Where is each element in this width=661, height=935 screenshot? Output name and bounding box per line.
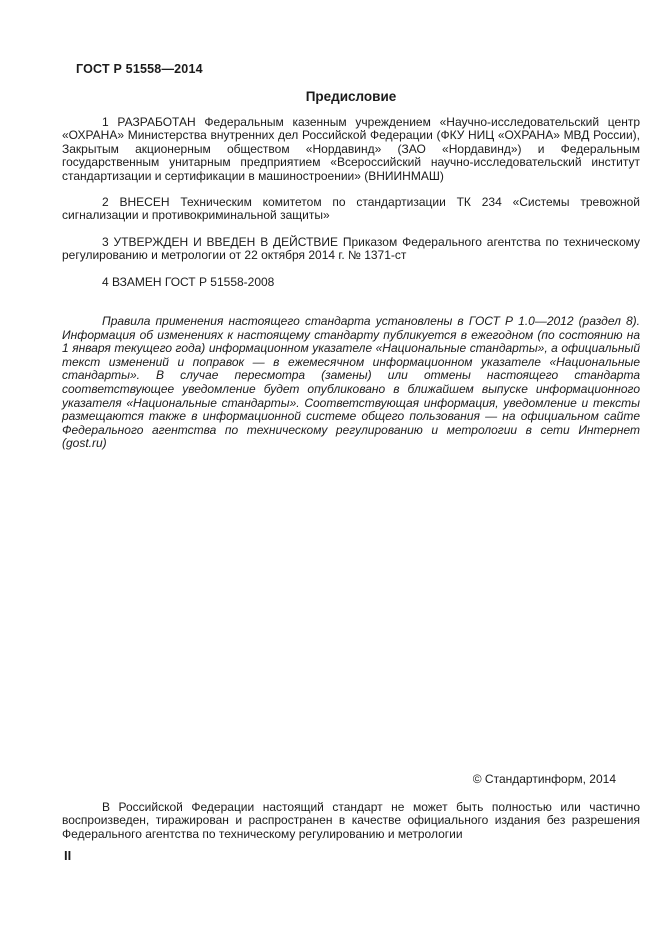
page-title: Предисловие	[305, 89, 397, 104]
standard-designation: ГОСТ Р 51558—2014	[76, 62, 203, 76]
foreword-item-submitted: 2 ВНЕСЕН Техническим комитетом по стандартизации ТК 234 «Системы тревожной сигнализации и противокриминальной защиты»	[62, 195, 640, 223]
foreword-item-developed: 1 РАЗРАБОТАН Федеральным казенным учреждением «Научно-исследовательский центр «ОХРАНА» Министерства внутренних дел Российской Федерации (ФКУ НИЦ «ОХРАНА» МВД России), Закрытым акционерным обществом «Нордавинд» (ЗАО «Нордавинд») и Федеральным государственным унитарным предприятием «Всероссийский научно-исследовательский институт стандартизации и сертификации в машиностроении» (ВНИИНМАШ)	[62, 115, 640, 183]
foreword-item-replaces: 4 ВЗАМЕН ГОСТ Р 51558-2008	[102, 274, 275, 289]
foreword-item-approved: 3 УТВЕРЖДЕН И ВВЕДЕН В ДЕЙСТВИЕ Приказом Федерального агентства по техническому регулированию и метрологии от 22 октября 2014 г. № 1371-ст	[62, 234, 640, 263]
application-rules-note: Правила применения настоящего стандарта установлены в ГОСТ Р 1.0—2012 (раздел 8). Информация об изменениях к настоящему стандарту публикуется в ежегодном (по состоянию на 1 января текущего года) информационном указателе «Национальные стандарты», а официальный текст изменений и поправок — в ежемесячном информационном указателе «Национальные стандарты». В случае пересмотра (замены) или отмены настоящего стандарта соответствующее уведомление будет опубликовано в ближайшем выпуске информационного указателя «Национальные стандарты». Соответствующая информация, уведомление и тексты размещаются также в информационной системе общего пользования — на официальном сайте Федерального агентства по техническому регулированию и метрологии в сети Интернет (gost.ru)	[62, 314, 640, 451]
copyright-notice: © Стандартинформ, 2014	[472, 771, 616, 786]
reproduction-restriction-note: В Российской Федерации настоящий стандарт не может быть полностью или частично воспроизведен, тиражирован и распространен в качестве официального издания без разрешения Федерального агентства по техническому регулированию и метрологии	[62, 799, 640, 841]
page-footer	[62, 772, 640, 935]
page-number: II	[64, 848, 72, 863]
